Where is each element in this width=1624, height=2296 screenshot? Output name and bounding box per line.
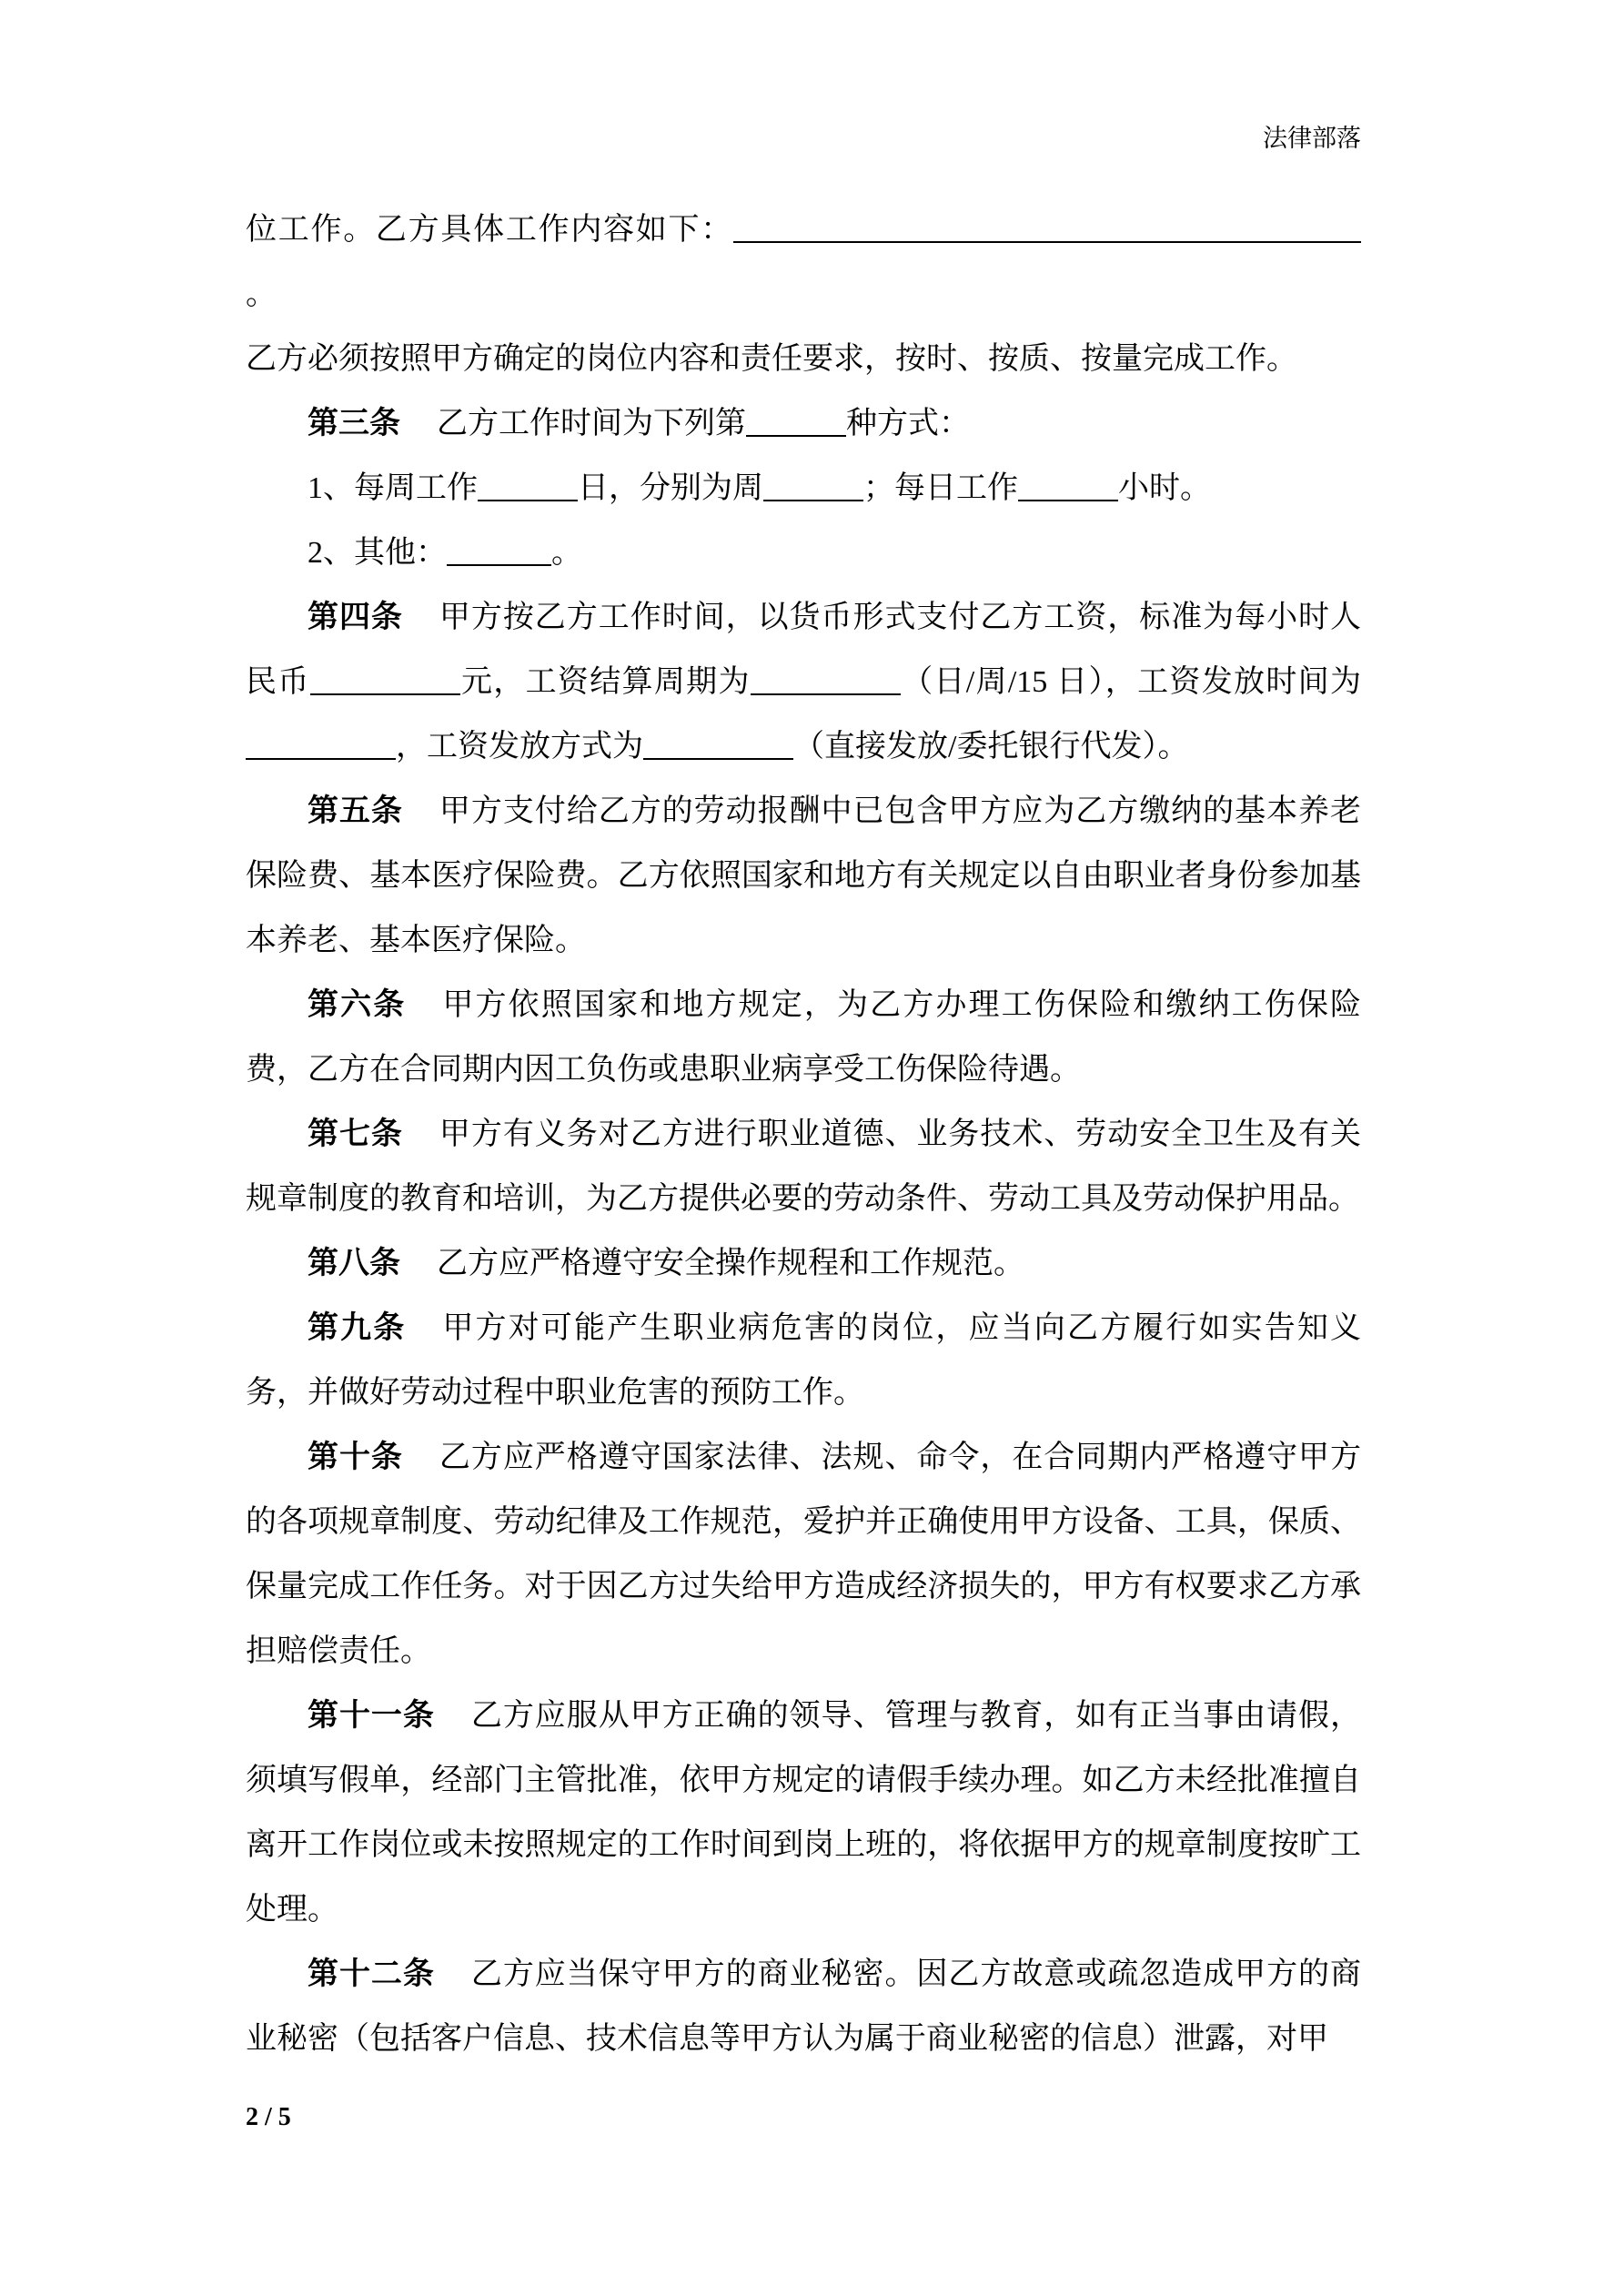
clause-text: 。 xyxy=(246,278,277,311)
paragraph xyxy=(246,1231,1361,1296)
fill-in-blank xyxy=(246,758,396,760)
clause-text: 甲方有义务对乙方进行职业道德、业务技术、劳动安全卫生及有关规章制度的教育和培训，为乙方提供必要的劳动条件、劳动工具及劳动保护用品。 xyxy=(246,1118,1362,1216)
paragraph xyxy=(246,197,1361,327)
contract-body xyxy=(246,197,1361,2071)
clause-text: 甲方依照国家和地方规定，为乙方办理工伤保险和缴纳工伤保险费，乙方在合同期内因工负伤或患职业病享受工伤保险待遇。 xyxy=(246,988,1362,1087)
page-header xyxy=(246,123,1361,154)
clause-text: 乙方应严格遵守国家法律、法规、命令，在合同期内严格遵守甲方的各项规章制度、劳动纪律及工作规范，爱护并正确使用甲方设备、工具，保质、保量完成工作任务。对于因乙方过失给甲方造成经济损失的，甲方有权要求乙方承担赔偿责任。 xyxy=(246,1441,1362,1668)
paragraph xyxy=(246,1102,1361,1231)
fill-in-blank xyxy=(310,693,460,695)
paragraph xyxy=(246,1296,1361,1425)
fill-in-blank xyxy=(763,500,863,501)
paragraph xyxy=(246,1425,1361,1684)
clause-text: 1、每周工作 xyxy=(308,471,478,505)
clause-text: 乙方应严格遵守安全操作规程和工作规范。 xyxy=(437,1247,1024,1280)
clause-text: （日/周/15 日），工资发放时间为 xyxy=(900,665,1361,699)
clause-text: 乙方必须按照甲方确定的岗位内容和责任要求，按时、按质、按量完成工作。 xyxy=(246,342,1297,376)
clause-number: 第八条 xyxy=(308,1247,400,1280)
site-watermark: 法律部落 xyxy=(1263,125,1361,152)
paragraph xyxy=(246,391,1361,456)
page-number: 2 / 5 xyxy=(246,2103,291,2131)
paragraph xyxy=(246,973,1361,1102)
paragraph xyxy=(246,456,1361,521)
fill-in-blank xyxy=(643,758,793,760)
paragraph xyxy=(246,1942,1361,2071)
page-footer xyxy=(246,2103,291,2132)
clause-text: （直接发放/委托银行代发）。 xyxy=(793,730,1189,764)
clause-text: 甲方按乙方工作时间，以货币形式支付乙方工资，标准为每小时人民币 xyxy=(246,601,1362,699)
clause-text: ，工资发放方式为 xyxy=(396,730,643,764)
paragraph xyxy=(246,521,1361,585)
paragraph xyxy=(246,1684,1361,1942)
clause-number: 第六条 xyxy=(308,988,407,1022)
clause-text: 元，工资结算周期为 xyxy=(459,665,751,699)
clause-number: 第十一条 xyxy=(308,1699,435,1733)
clause-text: 乙方工作时间为下列第 xyxy=(437,407,746,440)
clause-text: 。 xyxy=(551,536,582,570)
clause-text: 位工作。乙方具体工作内容如下： xyxy=(246,213,733,247)
clause-text: 种方式： xyxy=(846,407,970,440)
clause-text: 乙方应当保守甲方的商业秘密。因乙方故意或疏忽造成甲方的商业秘密（包括客户信息、技术信息等甲方认为属于商业秘密的信息）泄露，对甲 xyxy=(246,1957,1362,2056)
paragraph xyxy=(246,585,1361,779)
fill-in-blank xyxy=(733,241,1361,243)
clause-number: 第五条 xyxy=(308,794,403,828)
paragraph xyxy=(246,779,1361,973)
fill-in-blank xyxy=(478,500,578,501)
fill-in-blank xyxy=(1018,500,1118,501)
clause-text: 乙方应服从甲方正确的领导、管理与教育，如有正当事由请假，须填写假单，经部门主管批准，依甲方规定的请假手续办理。如乙方未经批准擅自离开工作岗位或未按照规定的工作时间到岗上班的，将依据甲方的规章制度按旷工处理。 xyxy=(246,1699,1362,1927)
fill-in-blank xyxy=(746,435,846,437)
clause-text: 日，分别为周 xyxy=(578,471,763,505)
clause-text: 2、其他： xyxy=(308,536,447,570)
clause-text: 甲方对可能产生职业病危害的岗位，应当向乙方履行如实告知义务，并做好劳动过程中职业危害的预防工作。 xyxy=(246,1311,1362,1410)
fill-in-blank xyxy=(751,693,901,695)
paragraph xyxy=(246,327,1361,391)
clause-number: 第四条 xyxy=(308,601,403,634)
clause-number: 第十二条 xyxy=(308,1957,435,1991)
clause-text: ；每日工作 xyxy=(863,471,1018,505)
clause-text: 小时。 xyxy=(1118,471,1211,505)
clause-text: 甲方支付给乙方的劳动报酬中已包含甲方应为乙方缴纳的基本养老保险费、基本医疗保险费。乙方依照国家和地方有关规定以自由职业者身份参加基本养老、基本医疗保险。 xyxy=(246,794,1362,957)
clause-number: 第七条 xyxy=(308,1118,403,1151)
clause-number: 第九条 xyxy=(308,1311,407,1345)
fill-in-blank xyxy=(447,564,551,566)
clause-number: 第十条 xyxy=(308,1441,403,1474)
clause-number: 第三条 xyxy=(308,407,400,440)
